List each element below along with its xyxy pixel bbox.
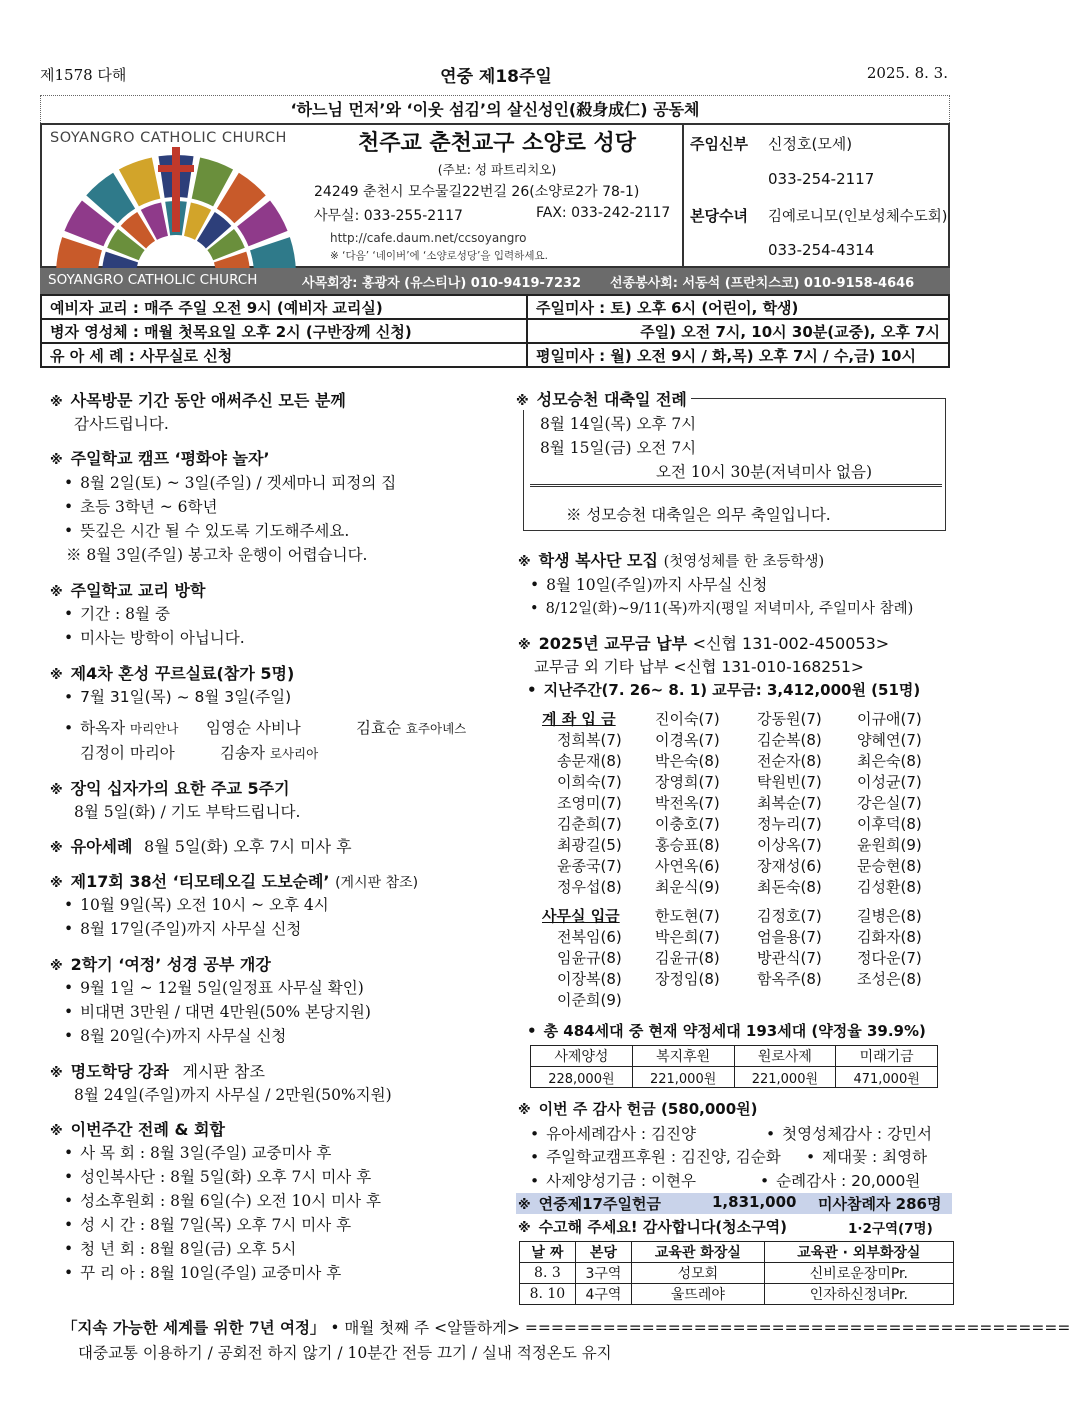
dues-total: • 지난주간(7. 26~ 8. 1) 교무금: 3,412,000원 (51명): [527, 679, 920, 700]
donor-name: 임윤규(8): [557, 949, 622, 967]
participant-name: 김정이 마리아: [80, 744, 175, 762]
council-president: 사목회장: 홍광자 (유스티나) 010-9419-7232: [302, 276, 582, 291]
list-item: • 초등 3학년 ~ 6학년: [64, 495, 218, 517]
donor-name: 김순복(8): [757, 731, 822, 749]
donor-name: 이후덕(8): [857, 815, 922, 833]
divider: [530, 484, 942, 487]
donor-name: 길병은(8): [857, 907, 922, 925]
donor-name: 조영미(7): [557, 794, 622, 812]
list-item: • 8월 20일(수)까지 사무실 신청: [64, 1024, 286, 1046]
dues-account: 교무금 외 기타 납부 <신협 131-010-168251>: [534, 658, 864, 676]
table-cell: 228,000원: [531, 1067, 633, 1088]
list-item: • 꾸 리 아 : 8월 10일(주일) 교중미사 후: [64, 1261, 341, 1283]
schedule-cell: 병자 영성체 : 매월 첫목요일 오후 2시 (구반장께 신청): [41, 319, 527, 343]
funeral-director: 선종봉사회: 서동석 (프란치스코) 010-9158-4646: [610, 276, 915, 291]
donor-name: 최운식(9): [655, 878, 720, 896]
list-item: • 주일학교캠프후원 : 김진양, 김순화: [530, 1145, 781, 1167]
donor-name: 송문재(8): [557, 752, 622, 770]
donor-name: 최은숙(8): [857, 752, 922, 770]
participant-name: • 하옥자 마리안나: [64, 716, 178, 738]
list-item: • 7월 31일(목) ~ 8월 3일(주일): [64, 685, 291, 707]
priest-label: 주임신부: [690, 135, 748, 153]
donor-name: 전순자(8): [757, 752, 822, 770]
table-cell: 인자하신정녀Pr.: [764, 1284, 953, 1305]
notice-cursillo-heading: ※ 제4차 혼성 꾸르실료(참가 5명): [50, 664, 295, 683]
cleaning-table: [519, 1241, 954, 1305]
schedule-cell: 유 아 세 례 : 사무실로 신청: [41, 343, 527, 367]
table-cell: 8. 10: [520, 1284, 576, 1305]
assumption-heading: ※ 성모승천 대축일 전례: [514, 387, 691, 410]
donor-name: 전복임(6): [557, 928, 622, 946]
nun-name: 김예로니모(인보성체수도회): [768, 209, 948, 225]
donor-name: 김화자(8): [857, 928, 922, 946]
donor-name: 진이숙(7): [655, 710, 720, 728]
list-item: • 유아세례감사 : 김진양: [530, 1122, 696, 1144]
cleaning-heading: ※ 수고해 주세요! 감사합니다(청소구역): [518, 1218, 787, 1236]
collection-amount: 1,831,000: [712, 1193, 797, 1211]
table-cell: 원로사제: [734, 1046, 836, 1067]
motto: ‘하느님 먼저’와 ‘이웃 섬김’의 살신성인(殺身成仁) 공동체: [40, 95, 950, 123]
list-item: • 9월 1일 ~ 12월 5일(일정표 사무실 확인): [64, 976, 364, 998]
church-name: 천주교 춘천교구 소양로 성당: [357, 130, 636, 156]
donor-name: 박전옥(7): [655, 794, 720, 812]
bank-deposit-label: 계 좌 입 금: [542, 710, 616, 728]
list-item: • 10월 9일(목) 오전 10시 ~ 오후 4시: [64, 893, 329, 915]
notice-bible-heading: ※ 2학기 ‘여정’ 성경 공부 개강: [50, 955, 271, 974]
table-cell: 교육관 화장실: [632, 1242, 765, 1263]
donor-name: 탁원빈(7): [757, 773, 822, 791]
list-item: • 제대꽃 : 최영하: [806, 1145, 927, 1167]
list-item: • 비대면 3만원 / 대면 4만원(50% 본당지원): [64, 1000, 371, 1022]
nun-phone: 033-254-4314: [768, 241, 875, 259]
donor-name: 최광길(5): [557, 836, 622, 854]
table-cell: 221,000원: [632, 1067, 734, 1088]
table-cell: 4구역: [575, 1284, 631, 1305]
donor-name: 정우섭(8): [557, 878, 622, 896]
table-row: [520, 1284, 954, 1305]
schedule-cell: 주일미사 : 토) 오후 6시 (어린이, 학생): [527, 295, 949, 319]
notice-week-heading: ※ 이번주간 전례 & 회합: [50, 1120, 225, 1139]
mass-schedule-table: [40, 294, 950, 368]
donor-name: 정희복(7): [557, 731, 622, 749]
table-row: [520, 1263, 954, 1284]
priest-name: 신정호(모세): [768, 135, 853, 153]
cafe-note: ※ ‘다음’ ‘네이버’에 ‘소양로성당’을 입력하세요.: [330, 250, 548, 262]
donor-name: 김성환(8): [857, 878, 922, 896]
pledge-table: [530, 1045, 938, 1088]
dues-heading: ※ 2025년 교무금 납부 <신협 131-002-450053>: [518, 634, 890, 653]
logo-fan-icon: [42, 125, 310, 266]
table-cell: 신비로운장미Pr.: [764, 1263, 953, 1284]
donor-name: 한도현(7): [655, 907, 720, 925]
list-item: • 청 년 회 : 8월 8일(금) 오후 5시: [64, 1237, 296, 1259]
fax-number: FAX: 033-242-2117: [536, 205, 671, 221]
list-item: • 사제양성기금 : 이현우: [530, 1169, 696, 1191]
table-cell: 미래기금: [836, 1046, 938, 1067]
notice-bishop-text: 8월 5일(화) / 기도 부탁드립니다.: [74, 803, 301, 821]
table-cell: 3구역: [575, 1263, 631, 1284]
donor-name: 박은숙(8): [655, 752, 720, 770]
donor-name: 엄을용(7): [757, 928, 822, 946]
thanks-heading: ※ 이번 주 감사 헌금 (580,000원): [518, 1100, 758, 1118]
donor-name: 이규애(7): [857, 710, 922, 728]
notice-visit-text: 감사드립니다.: [74, 415, 169, 433]
list-item: • 성소후원회 : 8월 6일(수) 오전 10시 미사 후: [64, 1189, 381, 1211]
table-cell: 사제양성: [531, 1046, 633, 1067]
schedule-cell: 주일) 오전 7시, 10시 30분(교중), 오후 7시: [527, 319, 949, 343]
donor-name: 이성균(7): [857, 773, 922, 791]
list-item: • 8월 10일(주일)까지 사무실 신청: [530, 573, 767, 595]
list-item: • 8/12일(화)~9/11(목)까지(평일 저녁미사, 주일미사 참례): [530, 597, 913, 618]
collection-label: ※ 연중제17주일헌금: [518, 1195, 661, 1213]
eco-campaign-title: 「지속 가능한 세계를 위한 7년 여정」 • 매월 첫째 주 <알뜰하게> ==========================================: [62, 1318, 1070, 1337]
donor-name: 김윤규(8): [655, 949, 720, 967]
schedule-cell: 예비자 교리 : 매주 주일 오전 9시 (예비자 교리실): [41, 295, 527, 319]
church-logo: [42, 125, 310, 266]
donor-name: 사연옥(6): [655, 857, 720, 875]
donor-name: 정누리(7): [757, 815, 822, 833]
donor-name: 윤원희(9): [857, 836, 922, 854]
eco-campaign-text: 대중교통 이용하기 / 공회전 하지 않기 / 10분간 전등 끄기 / 실내 적정온도 유지: [78, 1344, 612, 1362]
notice-lecture-heading: ※ 명도학당 강좌 게시판 참조: [50, 1062, 265, 1081]
cleaning-note: 1·2구역(7명): [848, 1221, 933, 1237]
bar-church-name: SOYANGRO CATHOLIC CHURCH: [48, 272, 258, 288]
donor-name: 장영희(7): [655, 773, 720, 791]
list-item: • 기간 : 8월 중: [64, 602, 170, 624]
donor-name: 최복순(7): [757, 794, 822, 812]
assumption-time: 8월 14일(목) 오후 7시: [540, 415, 697, 433]
donor-name: 김정호(7): [757, 907, 822, 925]
donor-name: 박은희(7): [655, 928, 720, 946]
donor-name: 강동원(7): [757, 710, 822, 728]
donor-name: 장정임(8): [655, 970, 720, 988]
list-item: • 첫영성체감사 : 강민서: [766, 1122, 932, 1144]
list-item: • 8월 17일(주일)까지 사무실 신청: [64, 917, 301, 939]
cafe-link[interactable]: http://cafe.daum.net/ccsoyangro: [330, 231, 527, 245]
list-item: • 사 목 회 : 8월 3일(주일) 교중미사 후: [64, 1141, 331, 1163]
donor-name: 이충호(7): [655, 815, 720, 833]
notice-vacation-heading: ※ 주일학교 교리 방학: [50, 581, 206, 600]
donor-name: 양혜연(7): [857, 731, 922, 749]
participant-name: 김송자 로사리아: [220, 744, 319, 762]
patron-saint: (주보: 성 파트리치오): [437, 162, 557, 177]
notice-pilgrimage-heading: ※ 제17회 38선 ‘티모테오길 도보순례’ (게시판 참조): [50, 872, 419, 891]
logo-text: SOYANGRO CATHOLIC CHURCH: [50, 130, 287, 146]
donor-name: 이상옥(7): [757, 836, 822, 854]
schedule-row: [41, 319, 949, 343]
participant-name: 김효순 효주아녜스: [356, 719, 467, 737]
issue-number: 제1578 다해: [40, 66, 127, 84]
donor-name: 이경옥(7): [655, 731, 720, 749]
notice-lecture-text: 8월 24일(주일)까지 사무실 / 2만원(50%지원): [74, 1086, 392, 1104]
list-item: • 성인복사단 : 8월 5일(화) 오후 7시 미사 후: [64, 1165, 371, 1187]
table-cell: 471,000원: [836, 1067, 938, 1088]
donor-name: 조성은(8): [857, 970, 922, 988]
notice-visit-heading: ※ 사목방문 기간 동안 애써주신 모든 분께: [50, 391, 346, 410]
table-cell: 221,000원: [734, 1067, 836, 1088]
list-item: ※ 8월 3일(주일) 봉고차 운행이 어렵습니다.: [66, 546, 368, 564]
schedule-row: [41, 343, 949, 367]
donor-name: 정다운(7): [857, 949, 922, 967]
donor-name: 김춘희(7): [557, 815, 622, 833]
assumption-time: 오전 10시 30분(저녁미사 없음): [656, 463, 873, 481]
assumption-note: ※ 성모승천 대축일은 의무 축일입니다.: [566, 506, 831, 524]
priest-phone: 033-254-2117: [768, 170, 875, 188]
pledge-summary: • 총 484세대 중 현재 약정세대 193세대 (약정율 39.9%): [527, 1020, 926, 1041]
table-cell: 울뜨레야: [632, 1284, 765, 1305]
church-address: 24249 춘천시 모수물길22번길 26(소양로2가 78-1): [314, 184, 640, 200]
donor-name: 윤종국(7): [557, 857, 622, 875]
table-cell: 복지후원: [632, 1046, 734, 1067]
list-item: • 뜻깊은 시간 될 수 있도록 기도해주세요.: [64, 519, 349, 541]
donor-name: 방관식(7): [757, 949, 822, 967]
list-item: • 8월 2일(토) ~ 3일(주일) / 겟세마니 피정의 집: [64, 471, 396, 493]
schedule-row: [41, 295, 949, 319]
issue-date: 2025. 8. 3.: [866, 64, 948, 82]
donor-name: 문승현(8): [857, 857, 922, 875]
schedule-cell: 평일미사 : 월) 오전 9시 / 화,목) 오후 7시 / 수,금) 10시: [527, 343, 949, 367]
list-item: • 순례감사 : 20,000원: [760, 1169, 920, 1191]
table-row: [531, 1067, 938, 1088]
mass-attendance: 미사참례자 286명: [818, 1195, 942, 1213]
donor-name: 이장복(8): [557, 970, 622, 988]
donor-name: 홍승표(8): [655, 836, 720, 854]
office-deposit-label: 사무실 입금: [542, 907, 620, 925]
donor-name: 이준희(9): [557, 991, 622, 1009]
altar-server-heading: ※ 학생 복사단 모집 (첫영성체를 한 초등학생): [518, 551, 825, 570]
table-cell: 본당: [575, 1242, 631, 1263]
liturgical-week: 연중 제18주일: [440, 67, 552, 87]
table-cell: 8. 3: [520, 1263, 576, 1284]
notice-bishop-heading: ※ 장익 십자가의 요한 주교 5주기: [50, 779, 290, 798]
table-row: [531, 1046, 938, 1067]
table-row: [520, 1242, 954, 1263]
donor-name: 장재성(6): [757, 857, 822, 875]
donor-name: 최돈숙(8): [757, 878, 822, 896]
notice-baptism: ※ 유아세례 8월 5일(화) 오후 7시 미사 후: [50, 837, 352, 856]
table-cell: 교육관 · 외부화장실: [764, 1242, 953, 1263]
table-cell: 성모회: [632, 1263, 765, 1284]
table-cell: 날 짜: [520, 1242, 576, 1263]
notice-camp-heading: ※ 주일학교 캠프 ‘평화야 놀자’: [50, 449, 270, 468]
office-phone: 사무실: 033-255-2117: [314, 208, 463, 224]
donor-name: 함옥주(8): [757, 970, 822, 988]
list-item: • 성 시 간 : 8월 7일(목) 오후 7시 미사 후: [64, 1213, 351, 1235]
assumption-time: 8월 15일(금) 오전 7시: [540, 439, 697, 457]
donor-name: 이희숙(7): [557, 773, 622, 791]
participant-name: 임영순 사비나: [206, 719, 301, 737]
list-item: • 미사는 방학이 아닙니다.: [64, 626, 245, 648]
nun-label: 본당수녀: [690, 207, 748, 225]
donor-name: 강은실(7): [857, 794, 922, 812]
